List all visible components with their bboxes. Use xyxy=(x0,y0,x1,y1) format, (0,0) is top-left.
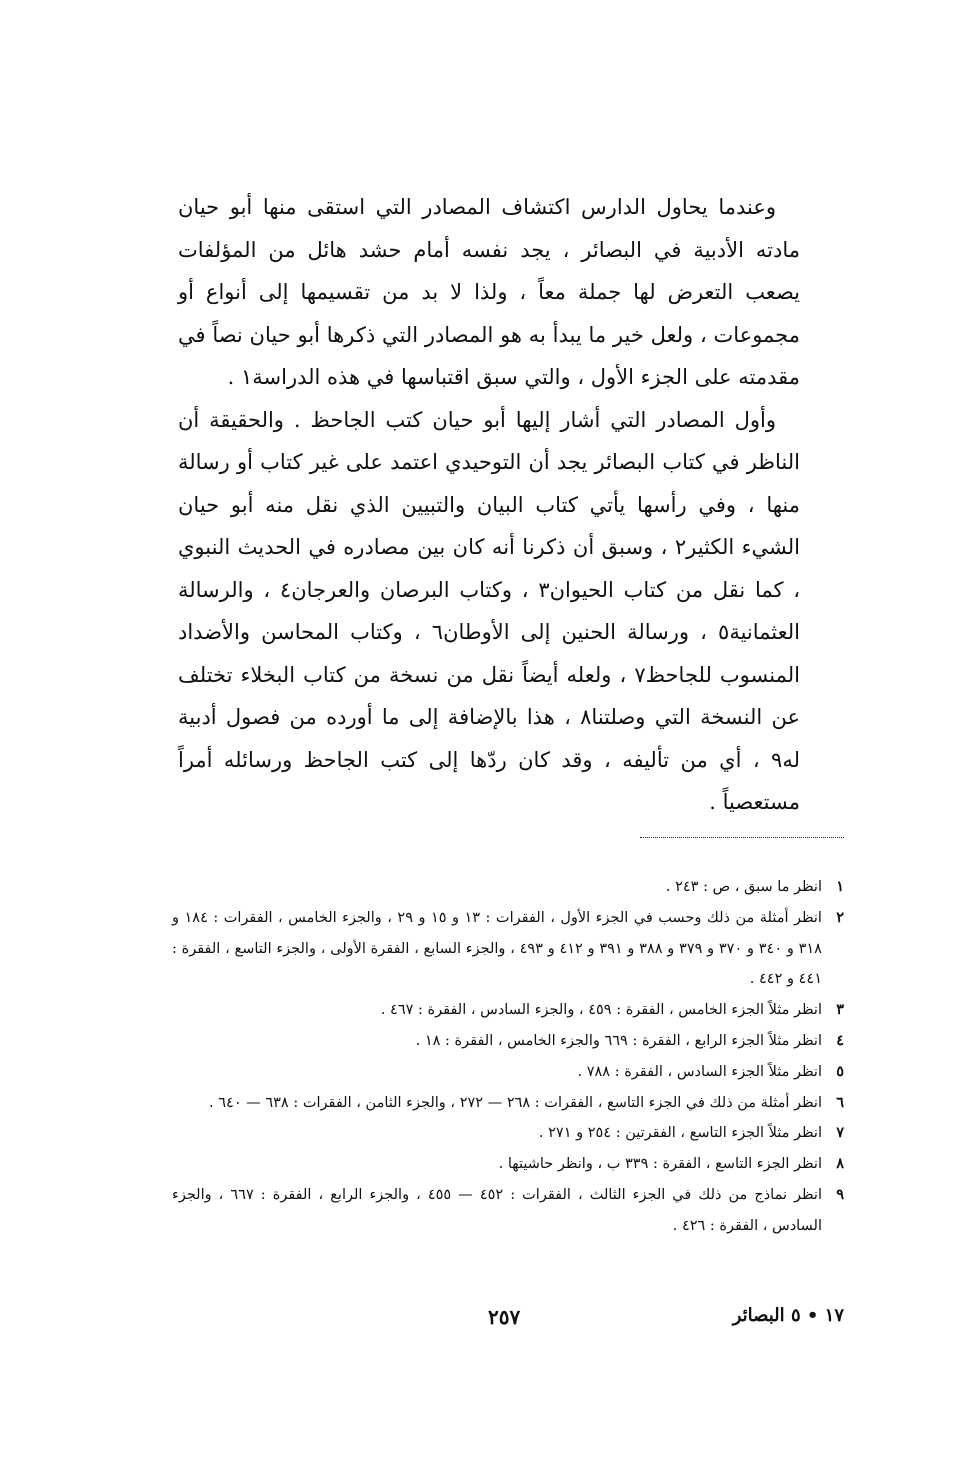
footnote xyxy=(172,1088,844,1119)
footnote xyxy=(172,872,844,903)
footnote xyxy=(172,1180,844,1242)
footnote xyxy=(172,1118,844,1149)
footnote-text: انظر مثلاً الجزء الخامس ، الفقرة : ٤٥٩ ، والجزء السادس ، الفقرة : ٤٦٧ . xyxy=(380,1002,822,1019)
footnote xyxy=(172,1057,844,1088)
footnote-number: ١ xyxy=(836,878,844,895)
footnote xyxy=(172,1149,844,1180)
footnote-number: ٨ xyxy=(836,1155,844,1173)
body-text xyxy=(178,186,800,824)
paragraph-1: وعندما يحاول الدارس اكتشاف المصادر التي استقى منها أبو حيان مادته الأدبية في البصائر ، يجد نفسه أمام حشد هائل من المؤلفات يصعب التعرض لها جملة معاً ، ولذا لا بد من تقسيمها إلى أنواع أو مجموعات ، ولعل خير ما يبدأ به هو المصادر التي ذكرها أبو حيان نصاً في مقدمته على الجزء الأول ، والتي سبق اقتباسها في هذه الدراسة١ . xyxy=(178,195,800,389)
footnote-number: ٩ xyxy=(836,1185,844,1203)
footnote-text: انظر أمثلة من ذلك وحسب في الجزء الأول ، الفقرات : ١٣ و ١٥ و ٢٩ ، والجزء الخامس ، الفقرات : ١٨٤ و ٣١٨ و ٣٤٠ و ٣٧٠ و ٣٧٩ و ٣٨٨ و ٣٩١ و ٤١٢ و ٤٩٣ ، والجزء السابع ، الفقرة الأولى ، والجزء التاسع ، الفقرة : ٤٤١ و ٤٤٢ . xyxy=(172,909,822,988)
footnote-text: انظر أمثلة من ذلك في الجزء التاسع ، الفقرات : ٢٦٨ — ٢٧٢ ، والجزء الثامن ، الفقرات : ٦٣٨ — ٦٤٠ . xyxy=(209,1094,822,1111)
signature-mark: ١٧ • ٥ البصائر xyxy=(732,1305,844,1326)
footnote-text: انظر نماذج من ذلك في الجزء الثالث ، الفقرات : ٤٥٢ — ٤٥٥ ، والجزء الرابع ، الفقرة : ٦٦٧ ، والجزء السادس ، الفقرة : ٤٢٦ . xyxy=(172,1186,822,1234)
page-footer xyxy=(0,1305,962,1335)
footnote xyxy=(172,903,844,995)
footnote-text: انظر الجزء التاسع ، الفقرة : ٣٣٩ ب ، وانظر حاشيتها . xyxy=(498,1156,822,1173)
footnote-text: انظر مثلاً الجزء الرابع ، الفقرة : ٦٦٩ والجزء الخامس ، الفقرة : ١٨ . xyxy=(415,1032,822,1049)
footnote-number: ٤ xyxy=(836,1031,844,1049)
footnote-text: انظر مثلاً الجزء السادس ، الفقرة : ٧٨٨ . xyxy=(577,1063,822,1080)
footnote-text: انظر ما سبق ، ص : ٢٤٣ . xyxy=(665,879,822,895)
paragraph-2: وأول المصادر التي أشار إليها أبو حيان كتب الجاحظ . والحقيقة أن الناظر في كتاب البصائر يجد أن التوحيدي اعتمد على غير كتاب أو رسالة منها ، وفي رأسها يأتي كتاب البيان والتبيين الذي نقل منه أبو حيان الشيء الكثير٢ ، وسبق أن ذكرنا أنه كان بين مصادره في الحديث النبوي ، كما نقل من كتاب الحيوان٣ ، وكتاب البرصان والعرجان٤ ، والرسالة العثمانية٥ ، ورسالة الحنين إلى الأوطان٦ ، وكتاب المحاسن والأضداد المنسوب للجاحظ٧ ، ولعله أيضاً نقل من نسخة من كتاب البخلاء تختلف عن النسخة التي وصلتنا٨ ، هذا بالإضافة إلى ما أورده من فصول أدبية له٩ ، أي من تأليفه ، وقد كان ردّها إلى كتب الجاحظ ورسائله أمراً مستعصياً . xyxy=(178,407,801,814)
footnote-number: ٢ xyxy=(836,908,844,926)
footnote-number: ٦ xyxy=(836,1093,844,1111)
page-number: ٢٥٧ xyxy=(488,1305,521,1329)
footnote xyxy=(172,1026,844,1057)
footnote-number: ٧ xyxy=(836,1124,844,1142)
footnote xyxy=(172,995,844,1026)
footnotes-list xyxy=(172,872,844,1242)
footnote-number: ٥ xyxy=(836,1062,844,1080)
footnote-number: ٣ xyxy=(836,1001,844,1019)
footnote-text: انظر مثلاً الجزء التاسع ، الفقرتين : ٢٥٤ و ٢٧١ . xyxy=(538,1125,822,1142)
footnote-separator xyxy=(640,837,844,838)
